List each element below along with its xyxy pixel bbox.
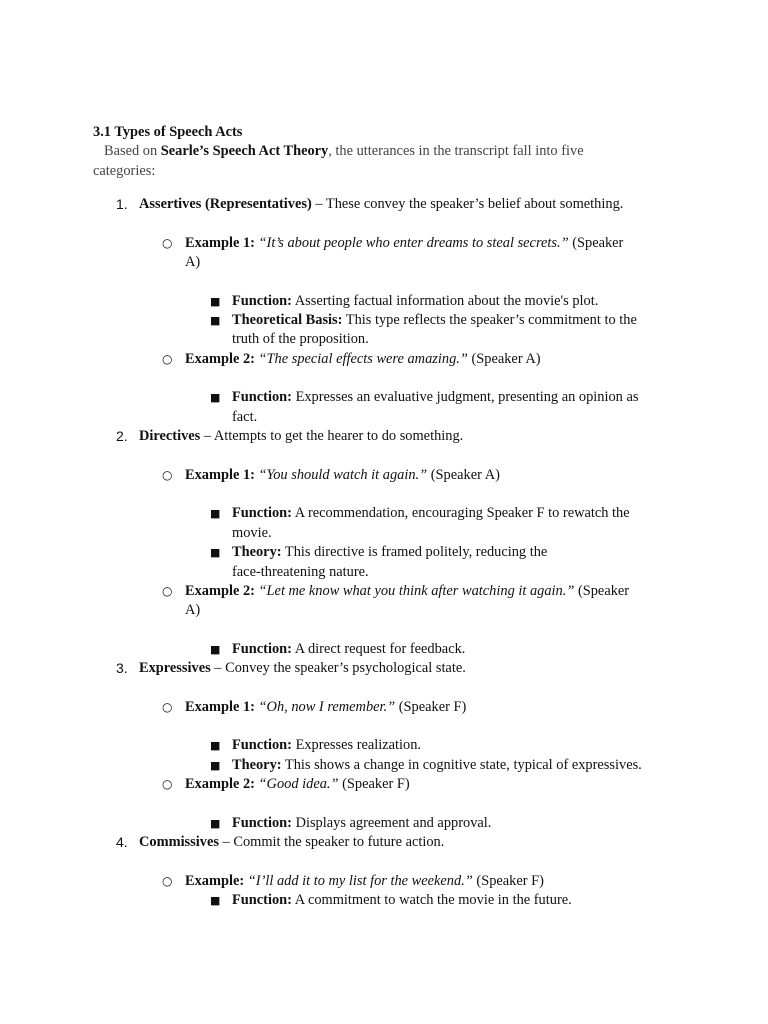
square-bullet: ■: [210, 739, 221, 752]
square-bullet: ■: [210, 546, 221, 559]
assertives-ex2-function-cont: fact.: [232, 409, 258, 425]
list-number-3: 3.: [116, 660, 128, 676]
expressives-ex1-theory: Theory: This shows a change in cognitive state, typical of expressives.: [232, 757, 642, 773]
assertives-example-2: Example 2: “The special effects were amazing.” (Speaker A): [185, 351, 541, 367]
square-bullet: ■: [210, 507, 221, 520]
category-assertives: Assertives (Representatives) – These convey the speaker’s belief about something.: [139, 196, 624, 212]
directives-ex2-function: Function: A direct request for feedback.: [232, 641, 466, 657]
square-bullet: ■: [210, 295, 221, 308]
directives-example-2-cont: A): [185, 602, 201, 618]
directives-ex1-theory-cont: face-threatening nature.: [232, 564, 369, 580]
category-directives: Directives – Attempts to get the hearer to do something.: [139, 428, 464, 444]
circle-bullet: ○: [162, 236, 173, 250]
circle-bullet: ○: [162, 700, 173, 714]
expressives-ex2-function: Function: Displays agreement and approval.: [232, 815, 492, 831]
assertives-ex1-theory-cont: truth of the proposition.: [232, 331, 369, 347]
list-number-4: 4.: [116, 834, 128, 850]
circle-bullet: ○: [162, 352, 173, 366]
circle-bullet: ○: [162, 777, 173, 791]
category-commissives: Commissives – Commit the speaker to future action.: [139, 834, 445, 850]
commissives-ex-function: Function: A commitment to watch the movie in the future.: [232, 892, 572, 908]
directives-example-2: Example 2: “Let me know what you think after watching it again.” (Speaker: [185, 583, 630, 599]
square-bullet: ■: [210, 759, 221, 772]
square-bullet: ■: [210, 314, 221, 327]
circle-bullet: ○: [162, 874, 173, 888]
intro-line-1: Based on Searle’s Speech Act Theory, the utterances in the transcript fall into five: [104, 143, 584, 159]
list-number-2: 2.: [116, 428, 128, 444]
assertives-example-1-cont: A): [185, 254, 201, 270]
assertives-ex1-theory: Theoretical Basis: This type reflects the speaker’s commitment to the: [232, 312, 637, 328]
square-bullet: ■: [210, 643, 221, 656]
assertives-ex2-function: Function: Expresses an evaluative judgment, presenting an opinion as: [232, 389, 639, 405]
circle-bullet: ○: [162, 468, 173, 482]
directives-ex1-function-cont: movie.: [232, 525, 272, 541]
expressives-ex1-function: Function: Expresses realization.: [232, 737, 422, 753]
category-expressives: Expressives – Convey the speaker’s psychological state.: [139, 660, 466, 676]
square-bullet: ■: [210, 817, 221, 830]
square-bullet: ■: [210, 391, 221, 404]
expressives-example-1: Example 1: “Oh, now I remember.” (Speaker F): [185, 699, 467, 715]
commissives-example: Example: “I’ll add it to my list for the weekend.” (Speaker F): [185, 873, 544, 889]
square-bullet: ■: [210, 894, 221, 907]
directives-example-1: Example 1: “You should watch it again.” (Speaker A): [185, 467, 500, 483]
intro-line-2: categories:: [93, 163, 156, 179]
list-number-1: 1.: [116, 196, 128, 212]
assertives-example-1: Example 1: “It’s about people who enter dreams to steal secrets.” (Speaker: [185, 235, 624, 251]
section-heading: 3.1 Types of Speech Acts: [93, 124, 243, 140]
expressives-example-2: Example 2: “Good idea.” (Speaker F): [185, 776, 410, 792]
directives-ex1-theory: Theory: This directive is framed politely, reducing the: [232, 544, 548, 560]
circle-bullet: ○: [162, 584, 173, 598]
directives-ex1-function: Function: A recommendation, encouraging Speaker F to rewatch the: [232, 505, 630, 521]
assertives-ex1-function: Function: Asserting factual information about the movie's plot.: [232, 293, 599, 309]
